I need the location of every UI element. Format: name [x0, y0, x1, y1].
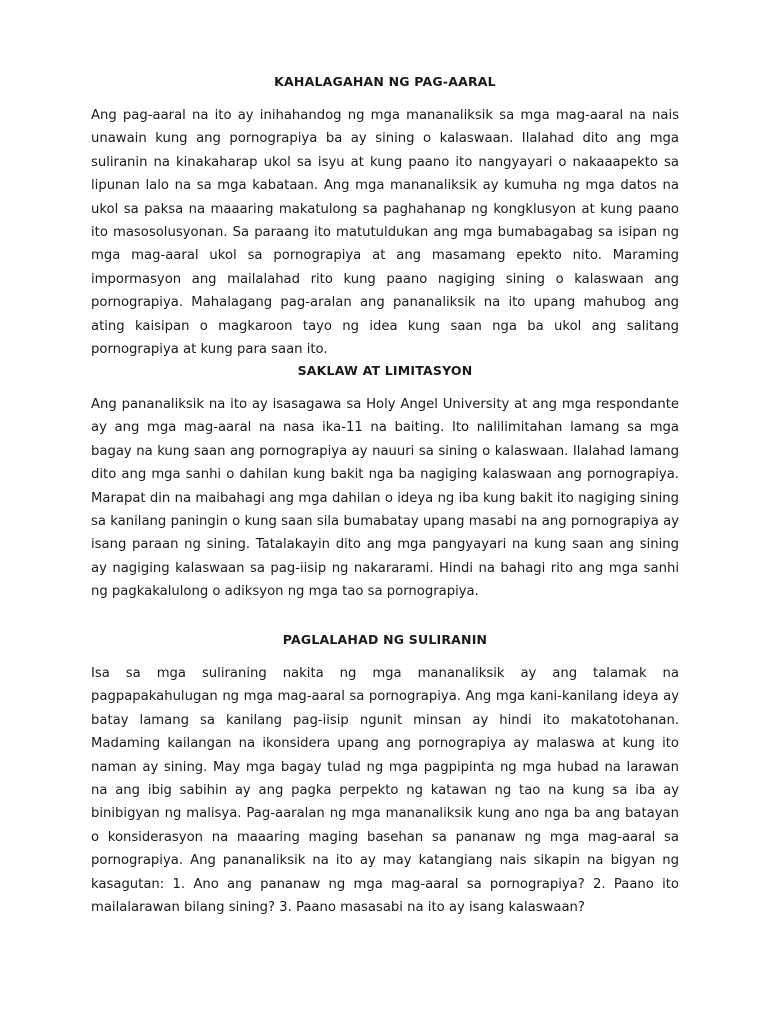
section-kahalagahan [91, 74, 679, 361]
section-heading: SAKLAW AT LIMITASYON [297, 363, 473, 378]
section-paragraph: Ang pag-aaral na ito ay inihahandog ng mga mananaliksik sa mga mag-aaral na nais unawain kung ang pornograpiya ba ay sining o kalaswaan. Ilalahad dito ang mga suliranin na kinakaharap ukol sa isyu at kung paano ito nangyayari o nakaaapekto sa lipunan lalo na sa mga kabataan. Ang mga mananaliksik ay kumuha ng mga datos na ukol sa paksa na maaaring makatulong sa paghahanap ng kongklusyon at kung paano ito masosolusyonan. Sa paraang ito matutuldukan ang mga bumabagabag sa isipan ng mga mag-aaral ukol sa pornograpiya at ang masamang epekto nito. Maraming impormasyon ang mailalahad rito kung paano nagiging sining o kalaswaan ang pornograpiya. Mahalagang pag-aralan ang pananaliksik na ito upang mahubog ang ating kaisipan o magkaroon tayo ng idea kung saan nga ba ukol ang salitang pornograpiya at kung para saan ito. [91, 108, 679, 358]
section-paragraph: Isa sa mga suliraning nakita ng mga mananaliksik ay ang talamak na pagpapakahulugan ng mga mag-aaral sa pornograpiya. Ang mga kani-kanilang ideya ay batay lamang sa kanilang pag-iisip ngunit minsan ay hindi ito makatotohanan. Madaming kailangan na ikonsidera upang ang pornograpiya ay malaswa at kung ito naman ay sining. May mga bagay tulad ng mga pagpipinta ng mga hubad na larawan na ang ibig sabihin ay ang pagka perpekto ng katawan ng tao na kung sa iba ay binibigyan ng malisya. Pag-aaralan ng mga mananaliksik kung ano nga ba ang batayan o konsiderasyon na maaaring maging basehan sa pananaw ng mga mag-aaral sa pornograpiya. Ang pananaliksik na ito ay may katangiang nais sikapin na bigyan ng kasagutan: 1. Ano ang pananaw ng mga mag-aaral sa pornograpiya? 2. Paano ito mailalarawan bilang sining? 3. Paano masasabi na ito ay isang kalaswaan? [91, 666, 679, 916]
section-heading: PAGLALAHAD NG SULIRANIN [282, 632, 488, 647]
section-heading: KAHALAGAHAN NG PAG-AARAL [274, 74, 496, 89]
section-saklaw [91, 363, 679, 604]
section-paglalahad [91, 632, 679, 919]
section-paragraph: Ang pananaliksik na ito ay isasagawa sa Holy Angel University at ang mga respondante ay ang mga mag-aaral na nasa ika-11 na baiting. Ito nalilimitahan lamang sa mga bagay na kung saan ang pornograpiya ay nauuri sa sining o kalaswaan. Ilalahad lamang dito ang mga sanhi o dahilan kung bakit nga ba nagiging kalaswaan ang pornograpiya. Marapat din na maibahagi ang mga dahilan o ideya ng iba kung bakit ito nagiging sining sa kanilang paningin o kung saan sila bumabatay upang masabi na ang pornograpiya ay isang paraan ng sining. Tatalakayin dito ang mga pangyayari na kung saan ang sining ay nagiging kalaswaan sa pag-iisip ng nakararami. Hindi na bahagi rito ang mga sanhi ng pagkakalulong o adiksyon ng mga tao sa pornograpiya. [91, 397, 679, 600]
